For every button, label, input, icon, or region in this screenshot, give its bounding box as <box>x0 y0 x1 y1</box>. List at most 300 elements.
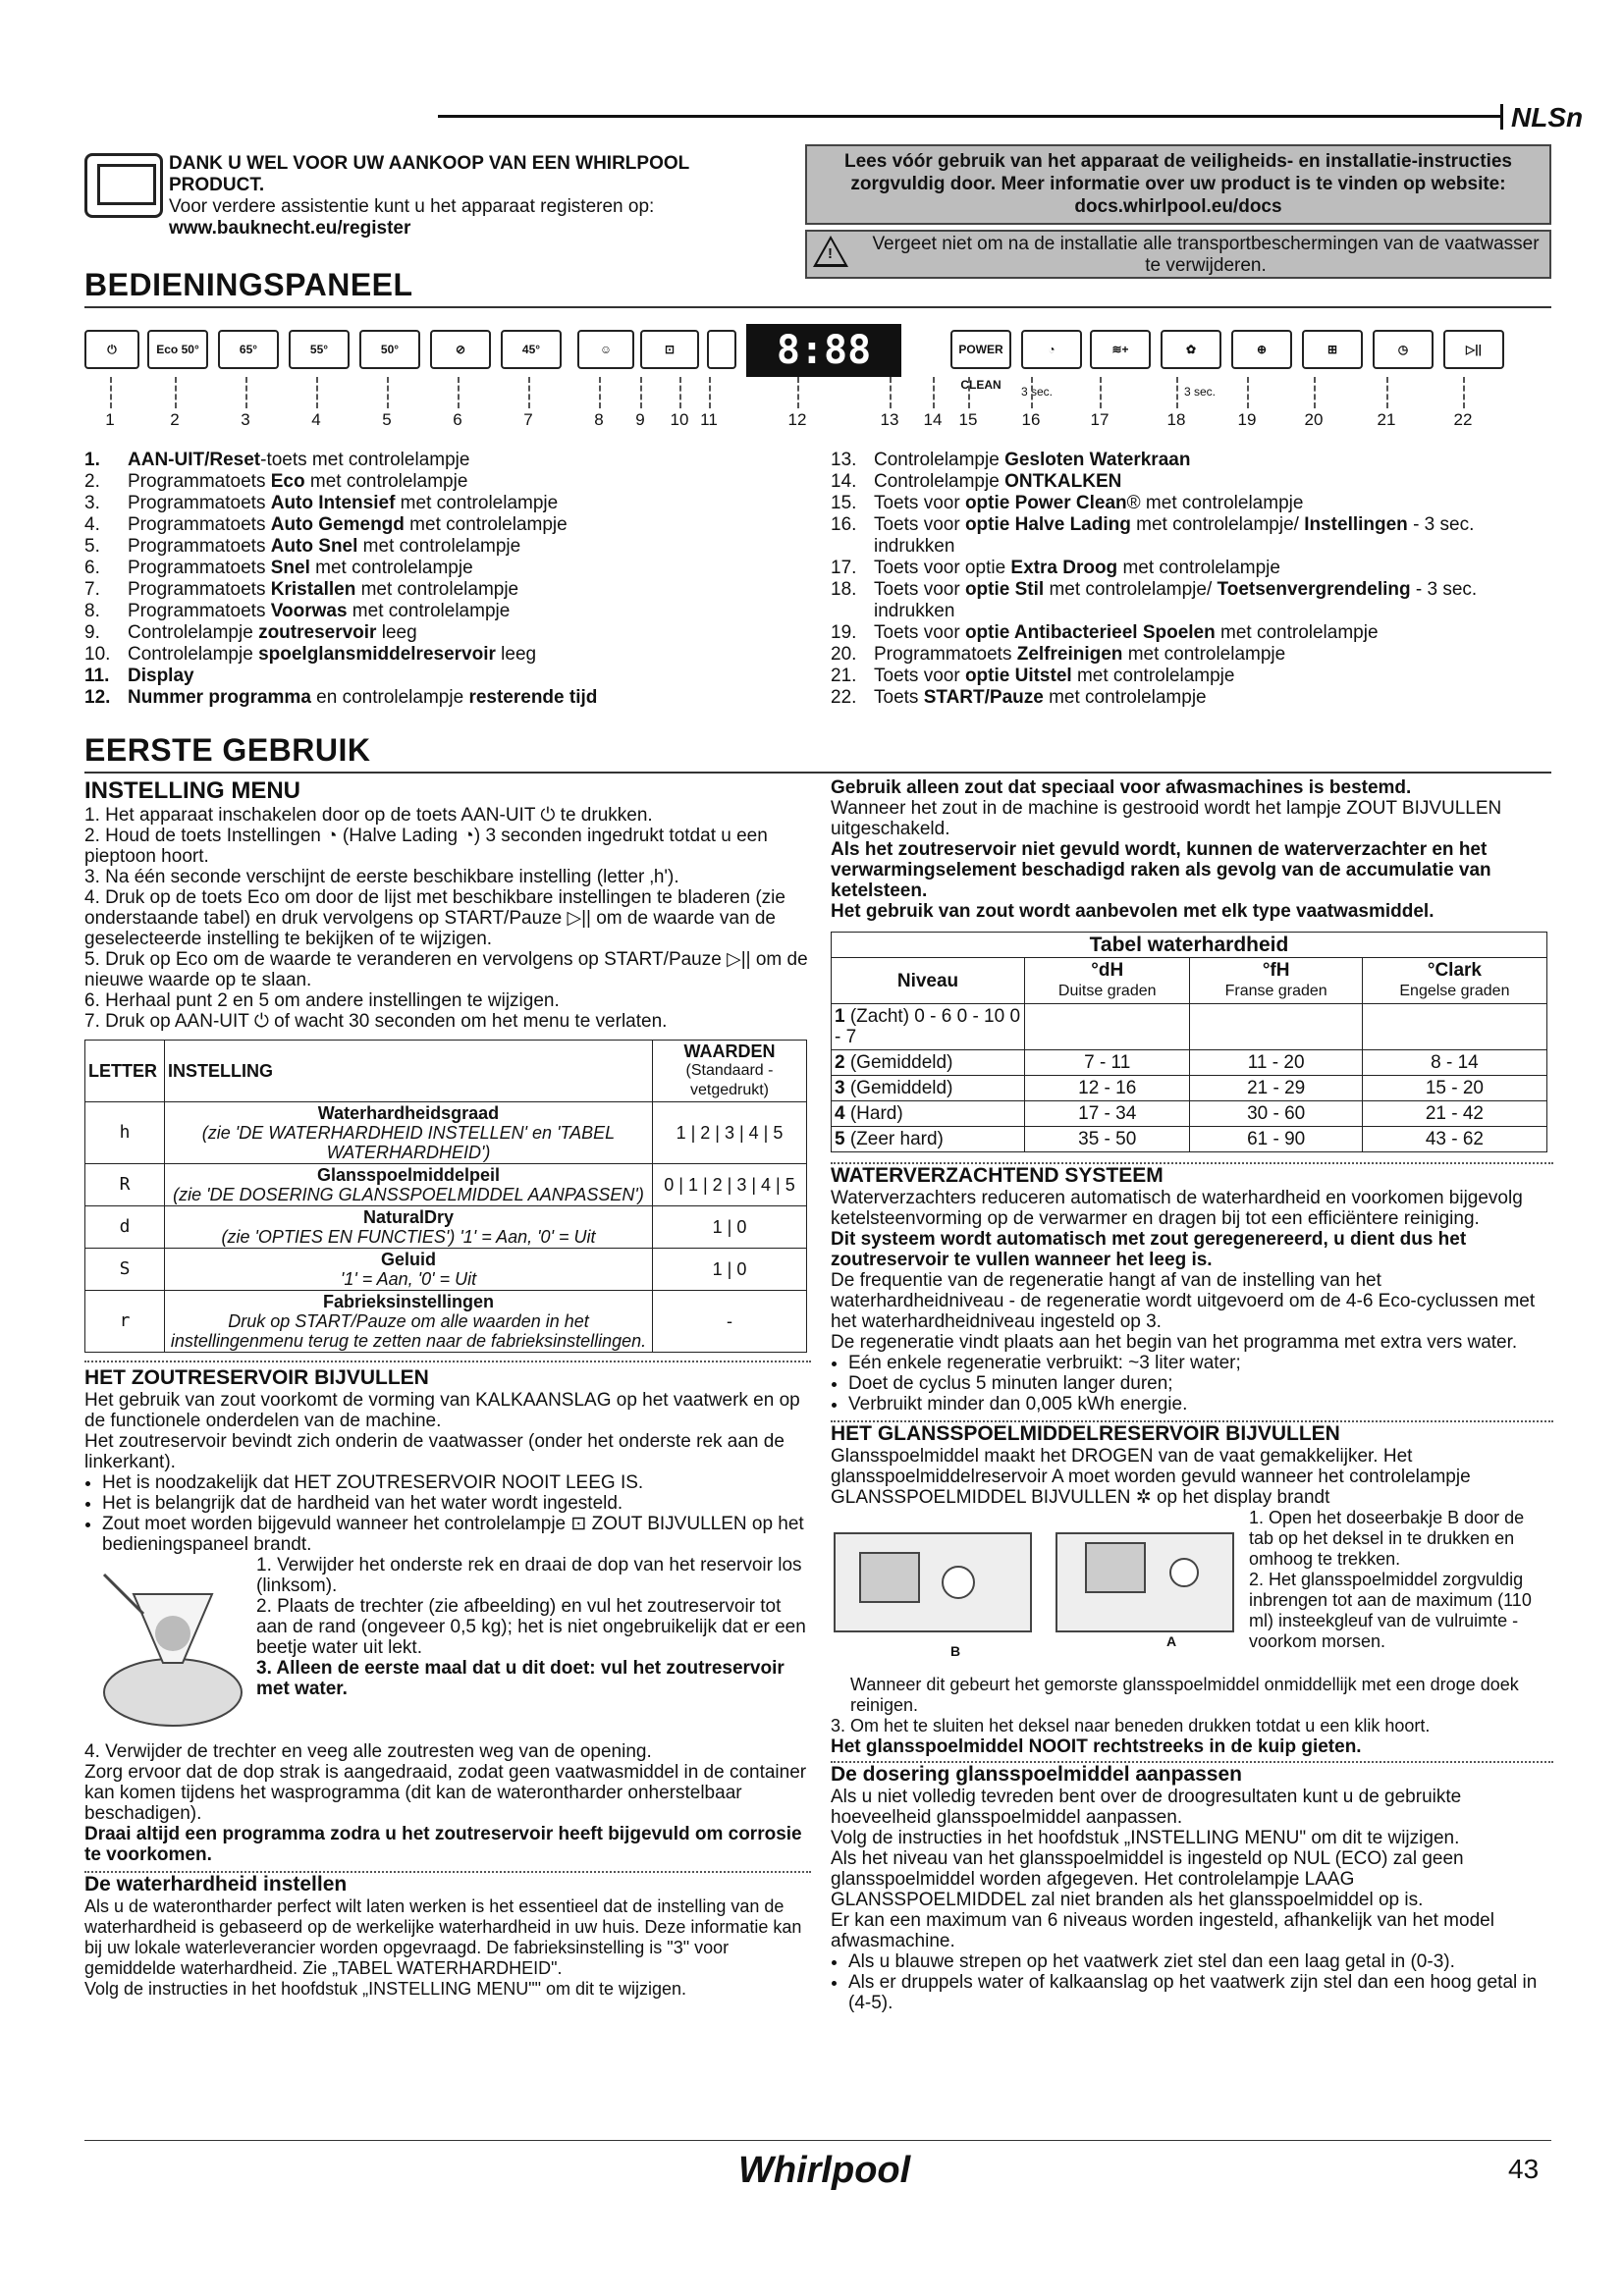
legend-post: leeg <box>495 644 537 665</box>
hardness-clark: 43 - 62 <box>1362 1127 1546 1152</box>
setting-desc: '1' = Aan, '0' = Uit <box>340 1269 477 1289</box>
setting-title: Waterhardheidsgraad <box>317 1103 500 1123</box>
level-name: (Gemiddeld) <box>844 1052 953 1073</box>
legend-bold: optie Uitstel <box>964 666 1072 686</box>
hardness-fh: 11 - 20 <box>1190 1050 1362 1076</box>
divider <box>84 1361 811 1362</box>
hardness-dh: 7 - 11 <box>1025 1050 1190 1076</box>
leader-line <box>528 377 530 408</box>
setting-cell <box>165 1164 653 1206</box>
panel-button-4[interactable]: 55° <box>289 330 350 369</box>
hardness-level <box>832 1004 1025 1050</box>
legend-post: met controlelampje <box>1117 558 1280 578</box>
softener-bullets <box>831 1353 1553 1415</box>
legend-bold: Nummer programma <box>128 687 311 708</box>
legend-item <box>831 622 1557 644</box>
hardness-fh: 21 - 29 <box>1190 1076 1362 1101</box>
leader-line <box>175 377 177 408</box>
dose-title: De dosering glansspoelmiddel aanpassen <box>831 1763 1242 1786</box>
legend-post: -toets met controlelampje <box>260 450 470 470</box>
legend-number: 21. <box>831 666 857 686</box>
register-url[interactable]: www.bauknecht.eu/register <box>169 218 411 239</box>
panel-button-3[interactable]: 65° <box>218 330 279 369</box>
panel-number-20: 20 <box>1304 410 1324 429</box>
panel-number-11: 11 <box>700 410 718 429</box>
legend-number: 5. <box>84 536 100 557</box>
salt-steps <box>256 1555 808 1699</box>
legend-bold: AAN-UIT/Reset <box>128 450 261 470</box>
menu-step: 1. Het apparaat inschakelen door op de toets AAN-UIT ⏻ te drukken. <box>84 805 653 826</box>
panel-number-19: 19 <box>1237 410 1257 429</box>
panel-button-8[interactable]: ☺ <box>577 330 634 369</box>
level-number: 3 <box>835 1078 845 1098</box>
panel-button-10[interactable] <box>707 330 736 369</box>
hardness-clark: 8 - 14 <box>1362 1050 1546 1076</box>
legend-pre: Controlelampje <box>128 644 259 665</box>
salt-bullets <box>84 1472 811 1555</box>
panel-button-12[interactable]: ◔ <box>1021 330 1082 369</box>
legend-pre: Controlelampje <box>874 471 1005 492</box>
panel-number-6: 6 <box>453 410 462 429</box>
menu-step: 3. Na één seconde verschijnt de eerste beschikbare instelling (letter ‚h'). <box>84 867 679 887</box>
legend-bold: Auto Snel <box>270 536 358 557</box>
transport-notice: Vergeet niet om na de installatie alle transportbeschermingen van de vaatwasser te verwijderen. <box>805 230 1551 279</box>
legend-pre: Programmatoets <box>128 514 271 535</box>
leader-line <box>1100 377 1102 408</box>
rinse-steps <box>1249 1508 1553 1652</box>
legend-item <box>831 493 1557 514</box>
settings-row <box>85 1164 807 1206</box>
setting-desc: (zie 'DE DOSERING GLANSSPOELMIDDEL AANPASSEN') <box>173 1185 644 1204</box>
legend-text <box>128 558 473 579</box>
panel-number-8: 8 <box>594 410 604 429</box>
hardness-level <box>832 1076 1025 1101</box>
level-number: 1 <box>835 1006 845 1027</box>
hardness-row <box>832 1127 1547 1152</box>
salt-lamp: Wanneer het zout in de machine is gestrooid wordt het lampje ZOUT BIJVULLEN uitgeschakeld. <box>831 798 1502 839</box>
thanks-title: DANK U WEL VOOR UW AANKOOP VAN EEN WHIRLPOOL PRODUCT. <box>169 153 689 195</box>
level-name: (Hard) <box>844 1103 903 1124</box>
hardness-level <box>832 1127 1025 1152</box>
hardness-dh <box>1025 1004 1190 1050</box>
salt-step: 2. Plaats de trechter (zie afbeelding) en vul het zoutreservoir tot aan de rand (ongeveer 0,5 kg); het is niet ongebruikelijk dat er een beetje water uit lekt. <box>256 1596 806 1658</box>
legend-post: met controlelampje <box>1043 687 1207 708</box>
panel-number-3: 3 <box>241 410 250 429</box>
leader-line <box>1031 377 1033 408</box>
legend-number: 13. <box>831 450 857 470</box>
leader-line <box>679 377 681 408</box>
panel-number-10: 10 <box>670 410 689 429</box>
level-number: 4 <box>835 1103 845 1124</box>
label-a: A <box>1166 1633 1177 1649</box>
legend-pre: Programmatoets <box>128 536 271 557</box>
legend-text <box>128 493 558 514</box>
legend-number: 18. <box>831 579 857 600</box>
salt-funnel-illustration <box>84 1555 251 1736</box>
legend-left <box>84 450 811 709</box>
legend-bold2: Instellingen <box>1304 514 1408 535</box>
legend-text <box>874 687 1207 709</box>
panel-button-9[interactable]: ⊡ <box>640 330 699 369</box>
legend-text <box>128 471 467 493</box>
menu-step: 7. Druk op AAN-UIT ⏻ of wacht 30 seconden om het menu te verlaten. <box>84 1011 668 1032</box>
legend-post: met controlelampje <box>404 514 568 535</box>
wh-h-level: Niveau <box>832 958 1025 1004</box>
legend-text <box>128 601 510 622</box>
setting-cell <box>165 1206 653 1249</box>
monitor-icon <box>84 153 163 218</box>
hardness-clark <box>1362 1004 1546 1050</box>
legend-text <box>874 514 1557 558</box>
leader-line <box>1247 377 1249 408</box>
panel-number-17: 17 <box>1090 410 1110 429</box>
panel-number-18: 18 <box>1166 410 1186 429</box>
thanks-text: Voor verdere assistentie kunt u het apparaat registeren op: <box>169 196 655 217</box>
legend-bold: zoutreservoir <box>258 622 377 643</box>
hardness-fh: 30 - 60 <box>1190 1101 1362 1127</box>
legend-post: met controlelampje <box>304 471 468 492</box>
hardness-dh: 35 - 50 <box>1025 1127 1190 1152</box>
th-setting: INSTELLING <box>165 1041 653 1102</box>
dose-bullet: • Als u blauwe strepen op het vaatwerk ziet stel dan een laag getal in (0-3). <box>848 1951 1553 1972</box>
dose-text4: Er kan een maximum van 6 niveaus worden ingesteld, afhankelijk van het model afwasmachine. <box>831 1910 1494 1951</box>
legend-item <box>831 666 1557 687</box>
panel-button-15[interactable]: ⊕ <box>1231 330 1292 369</box>
legend-item <box>84 601 811 622</box>
legend-post: met controlelampje <box>347 601 511 621</box>
softener-bullet: • Doet de cyclus 5 minuten langer duren; <box>848 1373 1553 1394</box>
softener-text: Waterverzachters reduceren automatisch de waterhardheid en voorkomen bijgevolg ketelsteenvorming op de verwarmer en dragen bij tot een efficiëntere reiniging. <box>831 1188 1523 1229</box>
dose-text3: Als het niveau van het glansspoelmiddel is ingesteld op NUL (ECO) zal geen glansspoelmiddel worden afgegeven. Het controlelampje LAAG GLANSSPOELMIDDEL zal niet branden als het glansspoelmiddel op is. <box>831 1848 1464 1910</box>
legend-post: met controlelampje <box>357 536 521 557</box>
salt-only: Gebruik alleen zout dat speciaal voor afwasmachines is bestemd. <box>831 777 1412 798</box>
rinse-spill: Wanneer dit gebeurt het gemorste glansspoelmiddel onmiddellijk met een droge doek reinigen. <box>850 1675 1519 1715</box>
setting-glyph: S <box>85 1249 165 1291</box>
setting-cell <box>165 1249 653 1291</box>
legend-number: 19. <box>831 622 857 643</box>
wh-h-clark: °Clark <box>1427 960 1482 981</box>
salt-warn: Als het zoutreservoir niet gevuld wordt, kunnen de waterverzachter en het verwarmingselement beschadigd raken als gevolg van de accumulatie van ketelsteen. <box>831 839 1491 901</box>
rinse-title: HET GLANSSPOELMIDDELRESERVOIR BIJVULLEN <box>831 1422 1340 1445</box>
leader-line <box>245 377 247 408</box>
setting-values: 1 | 0 <box>653 1206 807 1249</box>
legend-pre: Programmatoets <box>128 493 271 513</box>
panel-number-22: 22 <box>1453 410 1473 429</box>
legend-item <box>831 687 1557 709</box>
legend-pre: Programmatoets <box>128 558 271 578</box>
legend-bold: Display <box>128 666 194 686</box>
legend-item <box>84 450 811 471</box>
legend-number: 10. <box>84 644 111 665</box>
panel-number-15: 15 <box>958 410 978 429</box>
hardness-clark: 15 - 20 <box>1362 1076 1546 1101</box>
legend-number: 2. <box>84 471 100 492</box>
panel-number-9: 9 <box>635 410 645 429</box>
hardness-level <box>832 1050 1025 1076</box>
dose-text2: Volg de instructies in het hoofdstuk „INSTELLING MENU" om dit te wijzigen. <box>831 1828 1460 1848</box>
panel-number-13: 13 <box>880 410 899 429</box>
menu-step: 5. Druk op Eco om de waarde te veranderen en vervolgens op START/Pauze ▷|| om de nieuwe waarde op te slaan. <box>84 949 808 990</box>
panel-number-2: 2 <box>170 410 180 429</box>
setting-title: NaturalDry <box>362 1207 455 1227</box>
legend-item <box>84 471 811 493</box>
setting-desc: (zie 'OPTIES EN FUNCTIES') '1' = Aan, '0' = Uit <box>221 1227 596 1247</box>
legend-pre: Programmatoets <box>874 644 1017 665</box>
panel-button-18[interactable]: ▷|| <box>1443 330 1504 369</box>
level-name: (Zacht) 0 - 6 0 - 10 0 - 7 <box>835 1006 1021 1047</box>
safety-notice: Lees vóór gebruik van het apparaat de veiligheids- en installatie-instructies zorgvuldig door. Meer informatie over uw product is te vinden op website: docs.whirlpool.eu/docs <box>805 144 1551 225</box>
legend-number: 12. <box>84 687 111 708</box>
legend-item <box>84 687 811 709</box>
softener-bold: Dit systeem wordt automatisch met zout geregenereerd, u dient dus het zoutreservoir te vullen wanneer het leeg is. <box>831 1229 1467 1270</box>
salt-bold: Draai altijd een programma zodra u het zoutreservoir heeft bijgevuld om corrosie te voorkomen. <box>84 1824 802 1865</box>
leader-line <box>968 377 970 408</box>
legend-item <box>831 579 1557 622</box>
leader-line <box>458 377 460 408</box>
salt-bullet: • Zout moet worden bijgevuld wanneer het controlelampje ⊡ ZOUT BIJVULLEN op het bedieningspaneel brandt. <box>102 1514 811 1555</box>
setting-values: 0 | 1 | 2 | 3 | 4 | 5 <box>653 1164 807 1206</box>
legend-item <box>84 514 811 536</box>
softener-bullet: • Verbruikt minder dan 0,005 kWh energie. <box>848 1394 1553 1415</box>
leader-line <box>709 377 711 408</box>
leader-line <box>110 377 112 408</box>
legend-number: 11. <box>84 666 110 686</box>
salt-bullet: • Het is belangrijk dat de hardheid van het water wordt ingesteld. <box>102 1493 811 1514</box>
legend-item <box>84 644 811 666</box>
legend-pre: Programmatoets <box>128 471 271 492</box>
legend-number: 15. <box>831 493 857 513</box>
rinse-text: Glansspoelmiddel maakt het DROGEN van de vaat gemakkelijker. Het glansspoelmiddelreservoir A moet worden gevuld wanneer het controlelampje GLANSSPOELMIDDEL BIJVULLEN ✲ op het display brandt <box>831 1446 1471 1508</box>
setting-glyph: d <box>85 1206 165 1249</box>
panel-button-17[interactable]: ◷ <box>1373 330 1434 369</box>
softener-freq: De frequentie van de regeneratie hangt af van de instelling van het waterhardheidniveau - de regeneratie wordt uitgevoerd om de 4-6 Eco-cyclussen met het waterhardheidniveau ingesteld op 3. <box>831 1270 1536 1332</box>
legend-bold: START/Pauze <box>923 687 1044 708</box>
legend-bold2: resterende tijd <box>468 687 598 708</box>
legend-number: 7. <box>84 579 100 600</box>
legend-pre: Toets voor <box>874 622 965 643</box>
dose-text: Als u niet volledig tevreden bent over de droogresultaten kunt u de gebruikte hoeveelheid glansspoelmiddel aanpassen. <box>831 1787 1462 1828</box>
left-column <box>84 777 811 2000</box>
legend-text <box>874 622 1379 644</box>
legend-item <box>84 666 811 687</box>
legend-text <box>874 666 1234 687</box>
legend-text <box>874 644 1285 666</box>
hardness-row <box>832 1076 1547 1101</box>
legend-text <box>874 450 1190 471</box>
leader-line <box>640 377 642 408</box>
setting-title: Fabrieksinstellingen <box>322 1292 495 1311</box>
legend-bold: Auto Intensief <box>270 493 396 513</box>
panel-number-21: 21 <box>1377 410 1396 429</box>
legend-text <box>874 579 1557 622</box>
softener-when: De regeneratie vindt plaats aan het begin van het programma met extra vers water. <box>831 1332 1518 1353</box>
legend-bold: Gesloten Waterkraan <box>1004 450 1191 470</box>
rinse-dispenser-illustration <box>831 1514 1243 1661</box>
menu-title: INSTELLING MENU <box>84 777 300 804</box>
legend-right <box>831 450 1557 709</box>
salt-title: HET ZOUTRESERVOIR BIJVULLEN <box>84 1366 429 1389</box>
panel-button-11[interactable]: POWER CLEAN <box>950 330 1011 369</box>
legend-text <box>128 644 536 666</box>
panel-number-16: 16 <box>1021 410 1041 429</box>
legend-post: leeg <box>376 622 417 643</box>
panel-heading: BEDIENINGSPANEEL <box>84 267 413 302</box>
setting-values: - <box>653 1291 807 1353</box>
legend-text <box>874 493 1303 514</box>
leader-line <box>1176 377 1178 408</box>
wh-h-dh-sub: Duitse graden <box>1057 983 1157 999</box>
legend-bold: spoelglansmiddelreservoir <box>258 644 496 665</box>
hardness-text2: Volg de instructies in het hoofdstuk „INSTELLING MENU"" om dit te wijzigen. <box>84 1979 687 1999</box>
legend-number: 4. <box>84 514 100 535</box>
dose-bullets <box>831 1951 1553 2013</box>
legend-item <box>84 579 811 601</box>
leader-line <box>933 377 935 408</box>
dose-bullet: • Als er druppels water of kalkaanslag op het vaatwerk zijn stel dan een hoog getal in (4-5). <box>848 1972 1553 2013</box>
legend-post: met controlelampje <box>355 579 519 600</box>
panel-number-1: 1 <box>105 410 115 429</box>
th-values-sub: (Standaard - <box>685 1062 774 1079</box>
salt-after: Zorg ervoor dat de dop strak is aangedraaid, zodat geen vaatwasmiddel in de container kan komen tijdens het wasprogramma (dit kan de waterontharder onherstelbaar beschadigen). <box>84 1762 807 1824</box>
header-rule <box>438 115 1500 118</box>
label-b: B <box>950 1643 961 1659</box>
rinse-never: Het glansspoelmiddel NOOIT rechtstreeks in de kuip gieten. <box>831 1736 1362 1757</box>
settings-table <box>84 1040 807 1353</box>
panel-button-6[interactable]: ⊘ <box>430 330 491 369</box>
level-number: 2 <box>835 1052 845 1073</box>
softener-bullet: • Eén enkele regeneratie verbruikt: ~3 liter water; <box>848 1353 1553 1373</box>
settings-row <box>85 1291 807 1353</box>
salt-intro: Het gebruik van zout voorkomt de vorming van KALKAANSLAG op het vaatwerk en op de functionele onderdelen van de machine. <box>84 1390 800 1431</box>
legend-pre: Toets voor optie <box>874 558 1011 578</box>
level-number: 5 <box>835 1129 845 1149</box>
legend-pre: Toets <box>874 687 924 708</box>
legend-bold: Auto Gemengd <box>270 514 405 535</box>
panel-display: 8:88 <box>746 324 901 377</box>
setting-title: Glansspoelmiddelpeil <box>316 1165 501 1185</box>
legend-post: met controlelampje/ <box>1130 514 1305 535</box>
hardness-row <box>832 1004 1547 1050</box>
legend-bold: Kristallen <box>270 579 356 600</box>
legend-text <box>874 471 1121 493</box>
panel-number-4: 4 <box>311 410 321 429</box>
panel-button-7[interactable]: 45° <box>501 330 562 369</box>
legend-number: 17. <box>831 558 857 578</box>
setting-desc: (zie 'DE WATERHARDHEID INSTELLEN' en 'TABEL WATERHARDHEID') <box>201 1123 616 1162</box>
th-letter: LETTER <box>85 1041 165 1102</box>
legend-bold: optie Halve Lading <box>964 514 1131 535</box>
legend-post: met controlelampje <box>309 558 473 578</box>
brand-logo: Whirlpool <box>738 2150 911 2191</box>
legend-item <box>84 493 811 514</box>
th-values: WAARDEN <box>683 1041 776 1061</box>
panel-button-1[interactable]: ⏻ <box>84 330 139 369</box>
hardness-clark: 21 - 42 <box>1362 1101 1546 1127</box>
legend-item <box>831 558 1557 579</box>
legend-text <box>128 536 520 558</box>
legend-pre: Controlelampje <box>874 450 1005 470</box>
legend-item <box>831 471 1557 493</box>
legend-item <box>84 622 811 644</box>
legend-bold: optie Power Clean <box>964 493 1127 513</box>
wh-title: Tabel waterhardheid <box>832 933 1547 958</box>
panel-number-5: 5 <box>382 410 392 429</box>
legend-number: 22. <box>831 687 857 708</box>
legend-item <box>831 450 1557 471</box>
thanks-block <box>169 153 768 240</box>
warning-icon: ! <box>813 236 848 267</box>
menu-step: 4. Druk op de toets Eco om door de lijst met beschikbare instellingen te bladeren (zie onderstaande tabel) en druk vervolgens op START/Pauze ▷|| om de waarde van de geselecteerde instelling te bekijken of te wijzigen. <box>84 887 785 949</box>
legend-number: 9. <box>84 622 100 643</box>
legend-number: 14. <box>831 471 857 492</box>
legend-item <box>831 514 1557 558</box>
panel-button-2[interactable]: Eco 50° <box>147 330 208 369</box>
setting-glyph: R <box>85 1164 165 1206</box>
right-column <box>831 777 1553 2013</box>
legend-number: 16. <box>831 514 857 535</box>
panel-rule <box>84 306 1551 308</box>
leader-line <box>1386 377 1388 408</box>
hardness-fh <box>1190 1004 1362 1050</box>
first-use-heading: EERSTE GEBRUIK <box>84 732 371 768</box>
legend-post: met controlelampje <box>1122 644 1286 665</box>
panel-button-16[interactable]: ⊞ <box>1302 330 1363 369</box>
legend-bold: Voorwas <box>270 601 348 621</box>
wh-h-fh: °fH <box>1262 960 1290 981</box>
legend-text <box>128 622 417 644</box>
leader-line <box>1314 377 1316 408</box>
panel-number-14: 14 <box>923 410 943 429</box>
hardness-row <box>832 1050 1547 1076</box>
panel-number-7: 7 <box>523 410 533 429</box>
settings-row <box>85 1102 807 1164</box>
legend-pre: Programmatoets <box>128 579 271 600</box>
legend-pre: Controlelampje <box>128 622 259 643</box>
wh-h-dh: °dH <box>1091 960 1124 981</box>
leader-line <box>387 377 389 408</box>
level-name: (Gemiddeld) <box>844 1078 953 1098</box>
legend-bold: Zelfreinigen <box>1016 644 1123 665</box>
legend-bold: Snel <box>270 558 310 578</box>
legend-pre: Programmatoets <box>128 601 271 621</box>
salt-rec: Het gebruik van zout wordt aanbevolen met elk type vaatwasmiddel. <box>831 901 1435 922</box>
legend-pre: Toets voor <box>874 579 965 600</box>
legend-bold2: Toetsenvergrendeling <box>1217 579 1411 600</box>
panel-button-5[interactable]: 50° <box>359 330 420 369</box>
page-number: 43 <box>1508 2154 1540 2184</box>
legend-text <box>128 450 469 471</box>
panel-button-14[interactable]: ✿ <box>1161 330 1221 369</box>
leader-line <box>1463 377 1465 408</box>
legend-text <box>874 558 1280 579</box>
hardness-dh: 17 - 34 <box>1025 1101 1190 1127</box>
legend-bold: Extra Droog <box>1010 558 1118 578</box>
legend-bold: ONTKALKEN <box>1004 471 1122 492</box>
salt-figure-area <box>84 1555 811 1741</box>
legend-post2: - 3 sec. indrukken <box>874 514 1475 557</box>
salt-step: 3. Alleen de eerste maal dat u dit doet: vul het zoutreservoir met water. <box>256 1658 785 1699</box>
sec-label-18: 3 sec. <box>1184 385 1217 399</box>
setting-values: 1 | 0 <box>653 1249 807 1291</box>
panel-button-13[interactable]: ≋+ <box>1090 330 1151 369</box>
legend-number: 3. <box>84 493 100 513</box>
rinse-step: 2. Het glansspoelmiddel zorgvuldig inbrengen tot aan de maximum (110 ml) insteekgleuf van de vulruimte - voorkom morsen. <box>1249 1570 1532 1651</box>
legend-post: met controlelampje/ <box>1044 579 1218 600</box>
level-name: (Zeer hard) <box>844 1129 944 1149</box>
language-code: NLSn <box>1500 102 1583 133</box>
salt-step4: 4. Verwijder de trechter en veeg alle zoutresten weg van de opening. <box>84 1741 652 1762</box>
rinse-step3: 3. Om het te sluiten het deksel naar beneden drukken totdat u een klik hoort. <box>831 1716 1431 1735</box>
